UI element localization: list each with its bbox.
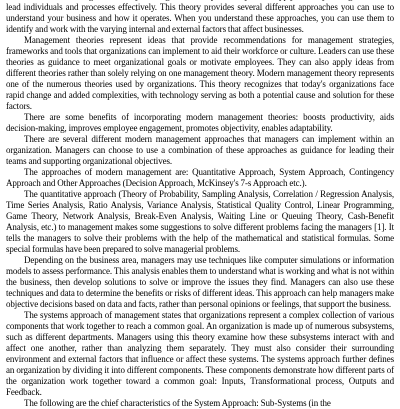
- paragraph-systems-approach: The systems approach of management states that organizations represent a complex collection of various components that work together to reach a common goal. An organization is made up of numerous subsystems, such as different departments. Managers using this theory examine how these subsystems interact with and affect one another, rather than analyzing them separately. They must also consider their surrounding environment and external factors that influence or affect these systems. The systems approach further defines an organization by dividing it into different components. These components demonstrate how different parts of the organization work together toward a common goal: Inputs, Transformational process, Outputs and Feedback.: [6, 310, 394, 397]
- paragraph-quantitative-approach: The quantitative approach (Theory of Probability, Sampling Analysis, Correlation / Regression Analysis, Time Series Analysis, Ratio Analysis, Variance Analysis, Statistical Quality Control, Linear Programming, Game Theory, Network Analysis, Break-Even Analysis, Waiting Line or Queuing Theory, Cash-Benefit Analysis, etc.) to management makes some suggestions to solve different problems facing the managers [1]. It tells the managers to solve their problems with the help of the mathematical and statistical formulas. Some special formulas have been prepared to solve managerial problems.: [6, 189, 394, 254]
- paragraph-approaches-list: The approaches of modern management are: Quantitative Approach, System Approach, Contingency Approach and Other Approaches (Decision Approach, McKinsey's 7-s Approach etc.).: [6, 167, 394, 188]
- paragraph-approaches-intro: There are several different modern management approaches that managers can implement within an organization. Managers can choose to use a combination of these approaches as guidance for leading their teams and supporting organizational objectives.: [6, 134, 394, 166]
- paragraph-management-theories: Management theories represent ideas that provide recommendations for management strategies, frameworks and tools that organizations can implement to aid their workforce or culture. Leaders can use these theories as guidance to meet organizational goals or motivate employees. They can also apply ideas from different theories rather than solely relying on one management theory. Modern management theory represents one of the numerous theories used by organizations. This theory recognizes that today's organizations face rapid change and added complexities, with technology serving as both a potential cause and solution for these factors.: [6, 35, 394, 111]
- paragraph-intro: lead individuals and processes effectively. This theory provides several different approaches you can use to understand your business and how it operates. When you understand these approaches, you can use them to identify and work with the varying internal and external factors that affect businesses.: [6, 2, 394, 34]
- paragraph-benefits: There are some benefits of incorporating modern management theories: boosts productivity, aids decision-making, improves employee engagement, promotes objectivity, enables adaptability.: [6, 112, 394, 133]
- paragraph-system-characteristics: The following are the chief characteristics of the System Approach: Sub-Systems (in the: [24, 398, 331, 408]
- paragraph-techniques: Depending on the business area, managers may use techniques like computer simulations or information models to assess performance. This analysis enables them to understand what is working and what is not within the business, then develop solutions to solve or improve the issues they find. Managers can also use these techniques and data to determine the benefits or risks of different ideas. This approach can help managers make objective decisions based on data and facts, rather than personal opinions or feelings, that support the business.: [6, 255, 394, 309]
